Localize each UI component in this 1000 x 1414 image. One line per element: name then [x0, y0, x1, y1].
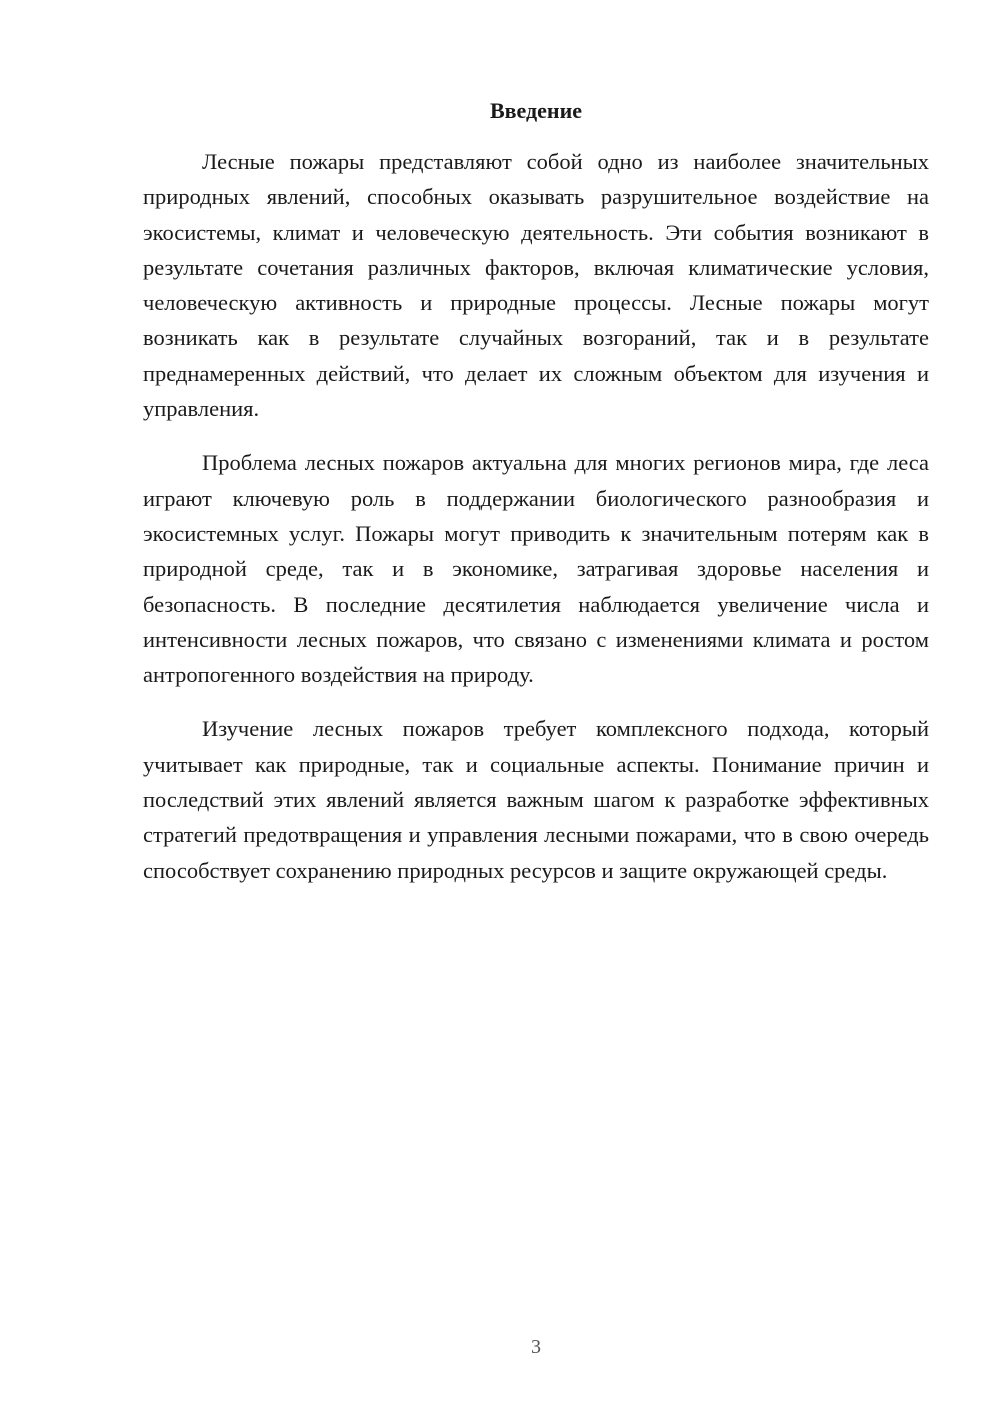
- document-body: [143, 144, 929, 907]
- section-title: Введение: [489, 98, 583, 123]
- paragraph-1: Лесные пожары представляют собой одно из наиболее значительных природных явлений, способных оказывать разрушительное воздействие на экосистемы, климат и человеческую деятельность. Эти события возникают в результате сочетания различных факторов, включая климатические условия, человеческую активность и природные процессы. Лесные пожары могут возникать как в результате случайных возгораний, так и в результате преднамеренных действий, что делает их сложным объектом для изучения и управления.: [143, 149, 929, 422]
- paragraph-3: Изучение лесных пожаров требует комплексного подхода, который учитывает как природные, так и социальные аспекты. Понимание причин и последствий этих явлений является важным шагом к разработке эффективных стратегий предотвращения и управления лесными пожарами, что в свою очередь способствует сохранению природных ресурсов и защите окружающей среды.: [143, 716, 929, 883]
- paragraph-2: Проблема лесных пожаров актуальна для многих регионов мира, где леса играют ключевую роль в поддержании биологического разнообразия и экосистемных услуг. Пожары могут приводить к значительным потерям как в природной среде, так и в экономике, затрагивая здоровье населения и безопасность. В последние десятилетия наблюдается увеличение числа и интенсивности лесных пожаров, что связано с изменениями климата и ростом антропогенного воздействия на природу.: [143, 450, 929, 688]
- page-number: 3: [531, 1336, 541, 1358]
